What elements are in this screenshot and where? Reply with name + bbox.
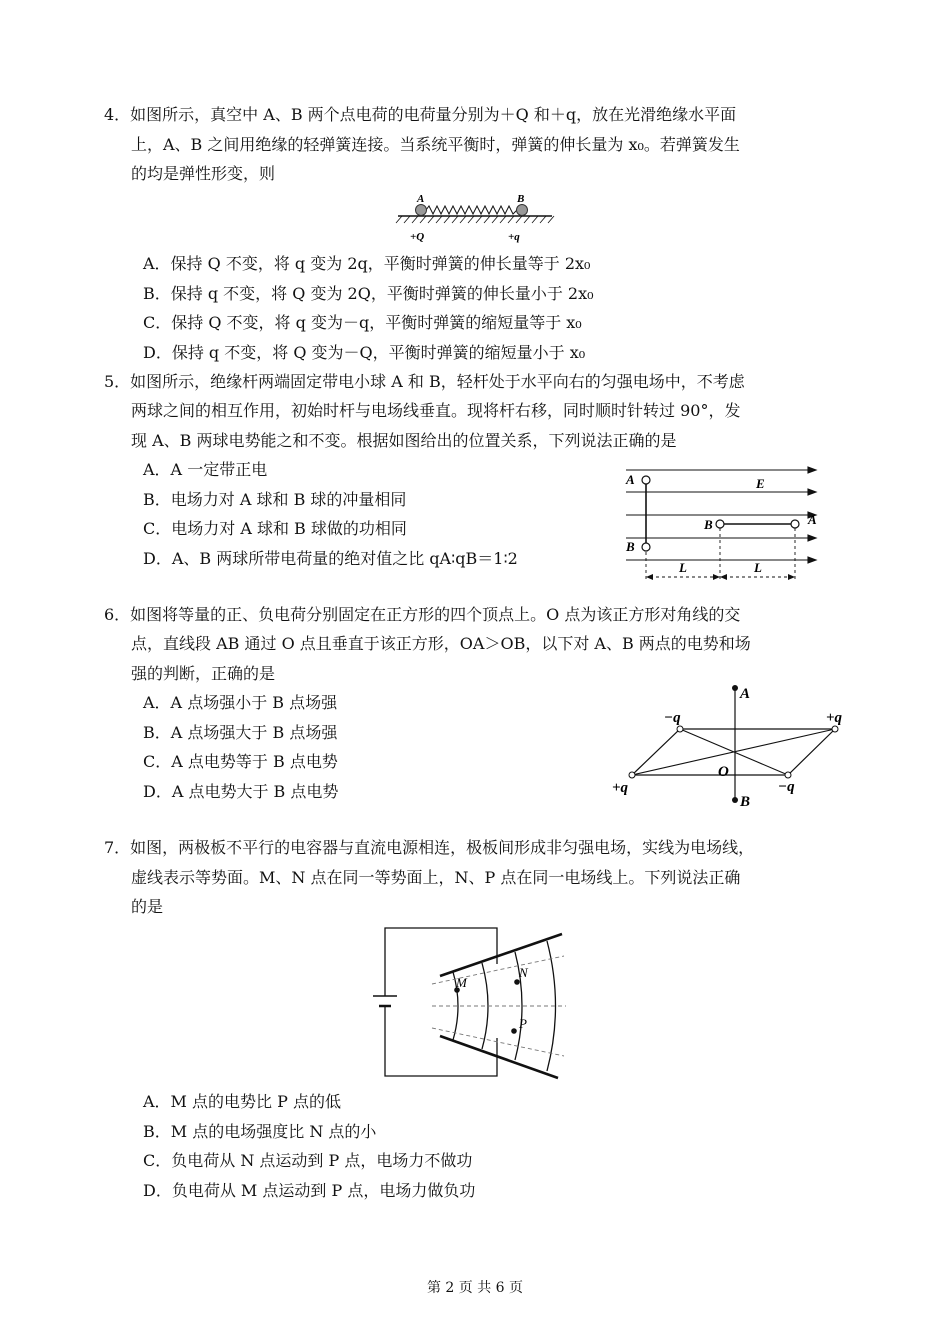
q6-option-d: D．A 点电势大于 B 点电势 [143, 782, 339, 801]
q5-option-a: A．A 一定带正电 [143, 460, 268, 479]
label-a: A [740, 686, 751, 702]
q7-stem-line-3: 的是 [131, 897, 164, 916]
q5-stem-line-3: 现 A、B 两球电势能之和不变。根据如图给出的位置关系，下列说法正确的是 [131, 431, 677, 450]
q7-capacitor-figure [370, 924, 580, 1084]
q7-option-c: C．负电荷从 N 点运动到 P 点，电场力不做功 [143, 1151, 473, 1170]
q5-stem-line-2: 两球之间的相互作用，初始时杆与电场线垂直。现将杆右移，同时顺时针转过 90°，发 [131, 401, 741, 420]
q5-field-figure [620, 460, 830, 585]
q7-option-a: A．M 点的电势比 P 点的低 [143, 1092, 341, 1111]
q4-option-a: A．保持 Q 不变，将 q 变为 2q，平衡时弹簧的伸长量等于 2x₀ [143, 254, 591, 273]
q7-option-b: B．M 点的电场强度比 N 点的小 [143, 1122, 377, 1141]
q6-option-c: C．A 点电势等于 B 点电势 [143, 752, 338, 771]
q4-option-c: C．保持 Q 不变，将 q 变为－q，平衡时弹簧的缩短量等于 x₀ [143, 313, 582, 332]
label-m: M [456, 975, 467, 990]
charge-a-label: +Q [410, 231, 425, 243]
q7-stem-line-1: 7．如图，两极板不平行的电容器与直流电源相连，极板间形成非匀强电场，实线为电场线， [104, 838, 755, 857]
point-p [511, 1028, 517, 1034]
q6-stem-line-1: 6．如图将等量的正、负电荷分别固定在正方形的四个顶点上。O 点为该正方形对角线的交 [104, 605, 741, 624]
label-o: O [718, 764, 729, 780]
label-a-final: A [808, 512, 817, 527]
charge-top-right: +q [826, 710, 843, 726]
point-b [732, 797, 738, 803]
label-b-initial: B [626, 539, 635, 554]
charge-bottom-right: −q [778, 779, 795, 795]
label-l2: L [754, 560, 762, 575]
label-a: A [417, 193, 425, 205]
ball-a-initial [642, 476, 650, 484]
charge-b-ball [517, 205, 528, 216]
label-b-final: B [704, 517, 713, 532]
ball-b-initial [642, 543, 650, 551]
ball-b-final [716, 520, 724, 528]
q6-option-a: A．A 点场强小于 B 点场强 [143, 693, 338, 712]
ball-a-final [791, 520, 799, 528]
point-a [732, 685, 738, 691]
q6-square-figure [608, 678, 858, 810]
charge-top-left: −q [664, 710, 681, 726]
label-field-e: E [756, 476, 765, 491]
q4-spring-figure [390, 190, 560, 246]
q4-stem-line-2: 上，A、B 之间用绝缘的轻弹簧连接。当系统平衡时，弹簧的伸长量为 x₀。若弹簧发生 [131, 135, 740, 154]
label-a-initial: A [626, 472, 635, 487]
q5-option-c: C．电场力对 A 球和 B 球做的功相同 [143, 519, 407, 538]
point-n [514, 979, 520, 985]
label-l1: L [679, 560, 687, 575]
charge-bottom-left: +q [612, 780, 629, 796]
q6-stem-line-3: 强的判断，正确的是 [131, 664, 276, 683]
label-b: B [740, 794, 751, 810]
q4-stem-line-3: 的均是弹性形变，则 [131, 164, 276, 183]
charge-a-ball [416, 205, 427, 216]
label-b: B [517, 193, 525, 205]
q6-stem-line-2: 点，直线段 AB 通过 O 点且垂直于该正方形，OA＞OB，以下对 A、B 两点的电势和场 [131, 634, 751, 653]
charge-b-label: +q [508, 231, 520, 243]
q5-option-d: D．A、B 两球所带电荷量的绝对值之比 qA∶qB＝1∶2 [143, 549, 518, 568]
lower-plate [440, 1036, 558, 1078]
q5-option-b: B．电场力对 A 球和 B 球的冲量相同 [143, 490, 407, 509]
page-footer: 第 2 页 共 6 页 [426, 1280, 524, 1296]
q7-stem-line-2: 虚线表示等势面。M、N 点在同一等势面上，N、P 点在同一电场线上。下列说法正确 [131, 868, 741, 887]
q6-option-b: B．A 点场强大于 B 点场强 [143, 723, 338, 742]
label-p: P [519, 1016, 527, 1031]
q4-option-b: B．保持 q 不变，将 Q 变为 2Q，平衡时弹簧的伸长量小于 2x₀ [143, 284, 594, 303]
q4-option-d: D．保持 q 不变，将 Q 变为－Q，平衡时弹簧的缩短量小于 x₀ [143, 343, 586, 362]
q4-stem-line-1: 4．如图所示，真空中 A、B 两个点电荷的电荷量分别为＋Q 和＋q，放在光滑绝缘水平面 [104, 105, 737, 124]
spring [426, 206, 517, 214]
q5-stem-line-1: 5．如图所示，绝缘杆两端固定带电小球 A 和 B，轻杆处于水平向右的匀强电场中，不考虑 [104, 372, 745, 391]
q7-option-d: D．负电荷从 M 点运动到 P 点，电场力做负功 [143, 1181, 476, 1200]
label-n: N [519, 965, 528, 980]
